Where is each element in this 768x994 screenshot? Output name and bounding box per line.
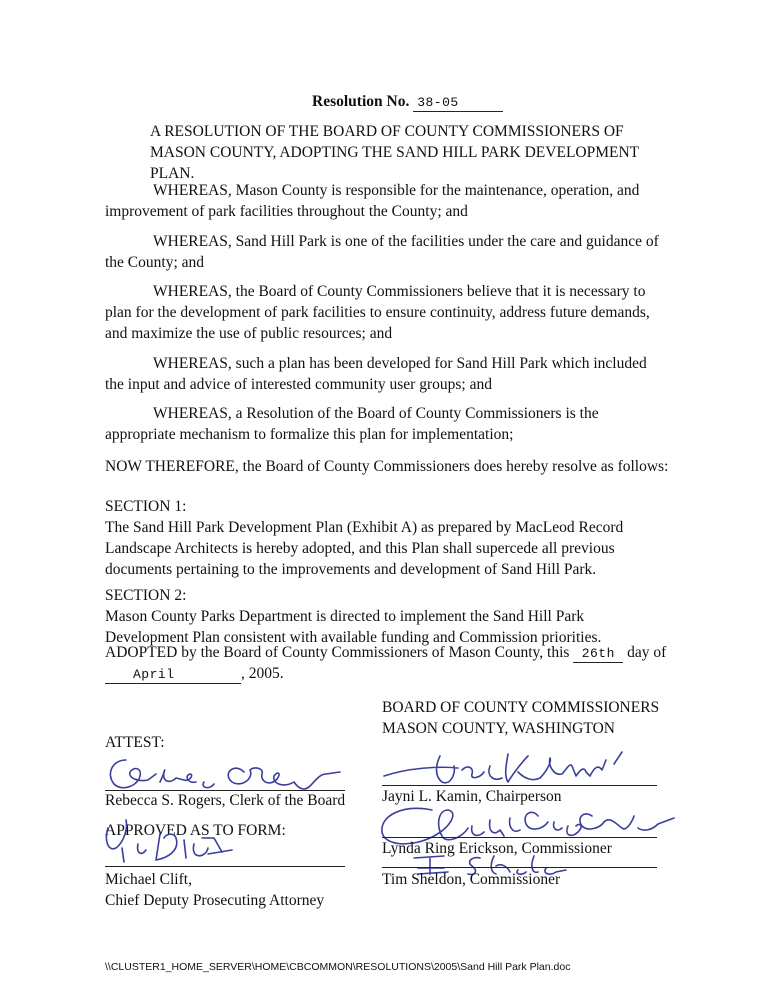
whereas-1: WHEREAS, Mason County is responsible for the maintenance, operation, and improvement of park facilities throughout the County; and xyxy=(105,182,640,220)
commissioner-3: Tim Sheldon, Commissioner xyxy=(382,871,561,888)
section-2 xyxy=(105,585,670,648)
section-2-text: Mason County Parks Department is directed to implement the Sand Hill Park Development Plan consistent with available funding and Commission priorities. xyxy=(105,608,602,646)
attest-signer: Rebecca S. Rogers, Clerk of the Board xyxy=(105,792,346,809)
approved-signer xyxy=(105,869,324,911)
resolution-number: 38-05 xyxy=(413,95,503,112)
board-heading xyxy=(382,697,659,739)
resolution-title: A RESOLUTION OF THE BOARD OF COUNTY COMMISSIONERS OF MASON COUNTY, ADOPTING THE SAND HILL PARK DEVELOPMENT PLAN. xyxy=(150,123,639,182)
whereas-2: WHEREAS, Sand Hill Park is one of the facilities under the care and guidance of the County; and xyxy=(105,233,659,271)
board-line-1: BOARD OF COUNTY COMMISSIONERS xyxy=(382,699,660,716)
resolution-header xyxy=(312,93,503,112)
adopted-clause xyxy=(105,642,675,684)
approved-label: APPROVED AS TO FORM: xyxy=(105,822,286,839)
section-1 xyxy=(105,496,670,580)
approved-signer-name: Michael Clift, xyxy=(105,871,192,888)
whereas-3: WHEREAS, the Board of County Commissioners believe that it is necessary to plan for the development of park facilities to ensure continuity, address future demands, and maximize the use of public resources; and xyxy=(105,283,650,342)
section-1-text: The Sand Hill Park Development Plan (Exhibit A) as prepared by MacLeod Record Landscape Architects is hereby adopted, and this Plan shall supercede all previous documents pertaining to the improvements and development of Sand Hill Park. xyxy=(105,519,624,578)
section-1-heading: SECTION 1: xyxy=(105,498,187,515)
section-2-heading: SECTION 2: xyxy=(105,587,187,604)
clift-signature xyxy=(98,808,238,870)
resolution-label: Resolution No. xyxy=(312,93,410,110)
commissioner-2: Lynda Ring Erickson, Commissioner xyxy=(382,840,612,857)
attest-label: ATTEST: xyxy=(105,734,165,751)
adopted-year: , 2005. xyxy=(241,665,284,682)
approved-signature-line xyxy=(105,866,345,867)
adopted-day: 26th xyxy=(573,646,623,663)
approved-signer-title: Chief Deputy Prosecuting Attorney xyxy=(105,892,325,909)
whereas-5: WHEREAS, a Resolution of the Board of County Commissioners is the appropriate mechanism to formalize this plan for implementation; xyxy=(105,405,599,443)
adopted-month: April xyxy=(105,667,241,684)
adopted-day-suffix: day of xyxy=(627,644,667,661)
sheldon-signature-line xyxy=(382,867,657,868)
whereas-4: WHEREAS, such a plan has been developed for Sand Hill Park which included the input and advice of interested community user groups; and xyxy=(105,355,647,393)
now-therefore: NOW THEREFORE, the Board of County Commissioners does hereby resolve as follows: xyxy=(105,458,669,475)
commissioner-1: Jayni L. Kamin, Chairperson xyxy=(382,788,562,805)
footer-file-path: \\CLUSTER1_HOME_SERVER\HOME\CBCOMMON\RESOLUTIONS\2005\Sand Hill Park Plan.doc xyxy=(105,961,571,973)
kamin-signature xyxy=(378,742,648,790)
board-line-2: MASON COUNTY, WASHINGTON xyxy=(382,720,615,737)
adopted-prefix: ADOPTED by the Board of County Commissioners of Mason County, this xyxy=(105,644,570,661)
